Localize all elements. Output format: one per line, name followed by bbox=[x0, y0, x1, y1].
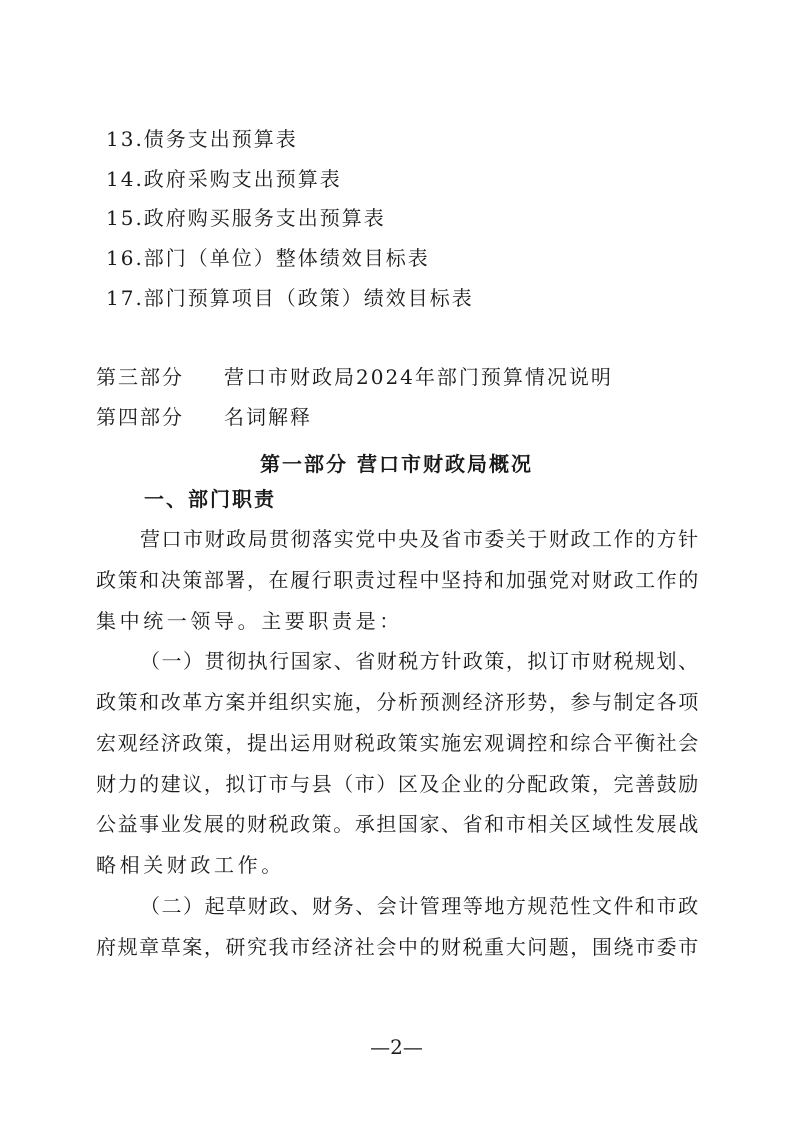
paragraph-line: 营口市财政局贯彻落实党中央及省市委关于财政工作的方针 bbox=[140, 527, 700, 551]
paragraph-line: 府规章草案，研究我市经济社会中的财税重大问题，围绕市委市 bbox=[96, 935, 700, 959]
paragraph-line: 政策和改革方案并组织实施，分析预测经济形势，参与制定各项 bbox=[96, 690, 700, 714]
part-row bbox=[96, 405, 312, 429]
part-label: 第三部分 bbox=[96, 365, 184, 389]
paragraph-line: （二）起草财政、财务、会计管理等地方规范性文件和市政 bbox=[140, 894, 700, 918]
toc-item: 15.政府购买服务支出预算表 bbox=[106, 206, 386, 230]
paragraph-line: 公益事业发展的财税政策。承担国家、省和市相关区域性发展战 bbox=[96, 812, 700, 836]
part-label: 第四部分 bbox=[96, 405, 184, 429]
paragraph-line: 集中统一领导。主要职责是： bbox=[96, 609, 403, 633]
paragraph-line: （一）贯彻执行国家、省财税方针政策，拟订市财税规划、 bbox=[140, 649, 700, 673]
part-row bbox=[96, 365, 613, 389]
page-number: —2— bbox=[370, 1035, 423, 1059]
toc-item: 14.政府采购支出预算表 bbox=[106, 167, 342, 191]
section-heading: 一、部门职责 bbox=[144, 487, 276, 511]
paragraph-line: 政策和决策部署，在履行职责过程中坚持和加强党对财政工作的 bbox=[96, 568, 700, 592]
paragraph-line: 略相关财政工作。 bbox=[96, 853, 285, 877]
part-title: 营口市财政局2024年部门预算情况说明 bbox=[224, 365, 613, 389]
section-title: 第一部分 营口市财政局概况 bbox=[260, 452, 533, 476]
paragraph-line: 财力的建议，拟订市与县（市）区及企业的分配政策，完善鼓励 bbox=[96, 772, 700, 796]
toc-item: 13.债务支出预算表 bbox=[106, 127, 298, 151]
paragraph-line: 宏观经济政策，提出运用财税政策实施宏观调控和综合平衡社会 bbox=[96, 731, 700, 755]
toc-item: 16.部门（单位）整体绩效目标表 bbox=[106, 246, 430, 270]
toc-item: 17.部门预算项目（政策）绩效目标表 bbox=[106, 286, 474, 310]
part-title: 名词解释 bbox=[224, 405, 312, 429]
